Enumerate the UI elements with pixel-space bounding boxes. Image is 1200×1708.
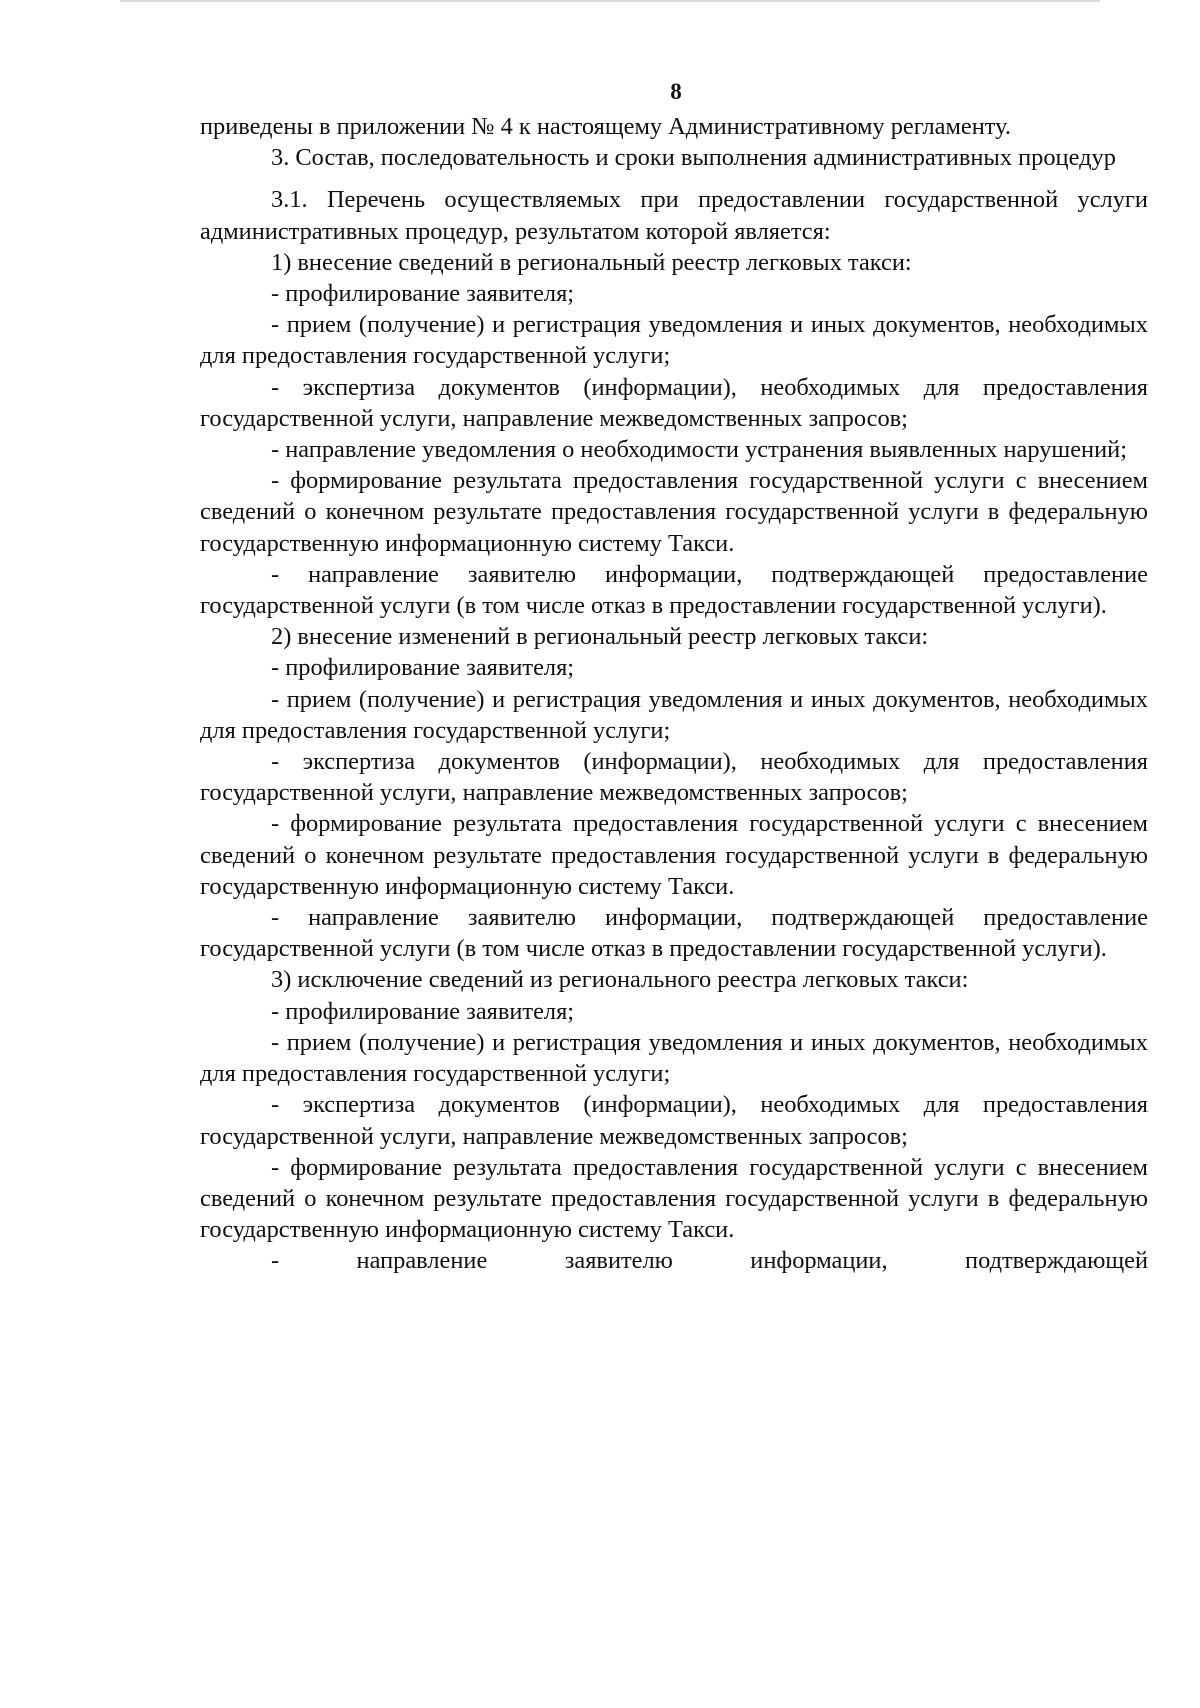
list-item: - направление уведомления о необходимости устранения выявленных нарушений; [271, 436, 1127, 464]
list-item: - формирование результата предоставления государственной услуги с внесением сведений о конечном результате предоставления государственной услуги в федеральную государственную информационную систему Такси. [200, 467, 1148, 557]
list-item-continued: - направление заявителю информации, подтверждающей [271, 1247, 1148, 1275]
list-item: - направление заявителю информации, подтверждающей предоставление государственной услуги (в том числе отказ в предоставлении государственной услуги). [200, 904, 1148, 963]
list-item: - профилирование заявителя; [271, 654, 575, 682]
list-item: - формирование результата предоставления государственной услуги с внесением сведений о конечном результате предоставления государственной услуги в федеральную государственную информационную систему Такси. [200, 1153, 1148, 1244]
section-heading-3: 3. Состав, последовательность и сроки выполнения административных процедур [271, 144, 1116, 172]
list-heading-1: 1) внесение сведений в региональный реестр легковых такси: [271, 248, 912, 276]
list-item: - формирование результата предоставления государственной услуги с внесением сведений о конечном результате предоставления государственной услуги в федеральную государственную информационную систему Такси. [200, 810, 1148, 900]
list-item: - экспертиза документов (информации), необходимых для предоставления государственной услуги, направление межведомственных запросов; [200, 373, 1148, 432]
paragraph-0: приведены в приложении № 4 к настоящему Административному регламенту. [200, 113, 1011, 140]
list-item: - экспертиза документов (информации), необходимых для предоставления государственной услуги, направление межведомственных запросов; [200, 748, 1148, 807]
list-item: - прием (получение) и регистрация уведомления и иных документов, необходимых для предоставления государственной услуги; [200, 685, 1148, 744]
list-item: - прием (получение) и регистрация уведомления и иных документов, необходимых для предоставления государственной услуги; [200, 311, 1148, 370]
list-heading-3: 3) исключение сведений из регионального реестра легковых такси: [271, 966, 969, 994]
list-item: - профилирование заявителя; [271, 997, 575, 1025]
list-item: - экспертиза документов (информации), необходимых для предоставления государственной услуги, направление межведомственных запросов; [200, 1091, 1148, 1150]
page-number: 8 [670, 79, 682, 104]
paragraph-3-1: 3.1. Перечень осуществляемых при предоставлении государственной услуги административных процедур, результатом которой является: [200, 186, 1148, 245]
list-heading-2: 2) внесение изменений в региональный реестр легковых такси: [271, 623, 929, 651]
document-body [200, 111, 1148, 1277]
list-item: - профилирование заявителя; [271, 280, 575, 308]
list-item: - направление заявителю информации, подтверждающей предоставление государственной услуги (в том числе отказ в предоставлении государственной услуги). [200, 560, 1148, 620]
scan-edge [120, 0, 1100, 2]
list-item: - прием (получение) и регистрация уведомления и иных документов, необходимых для предоставления государственной услуги; [200, 1028, 1148, 1088]
